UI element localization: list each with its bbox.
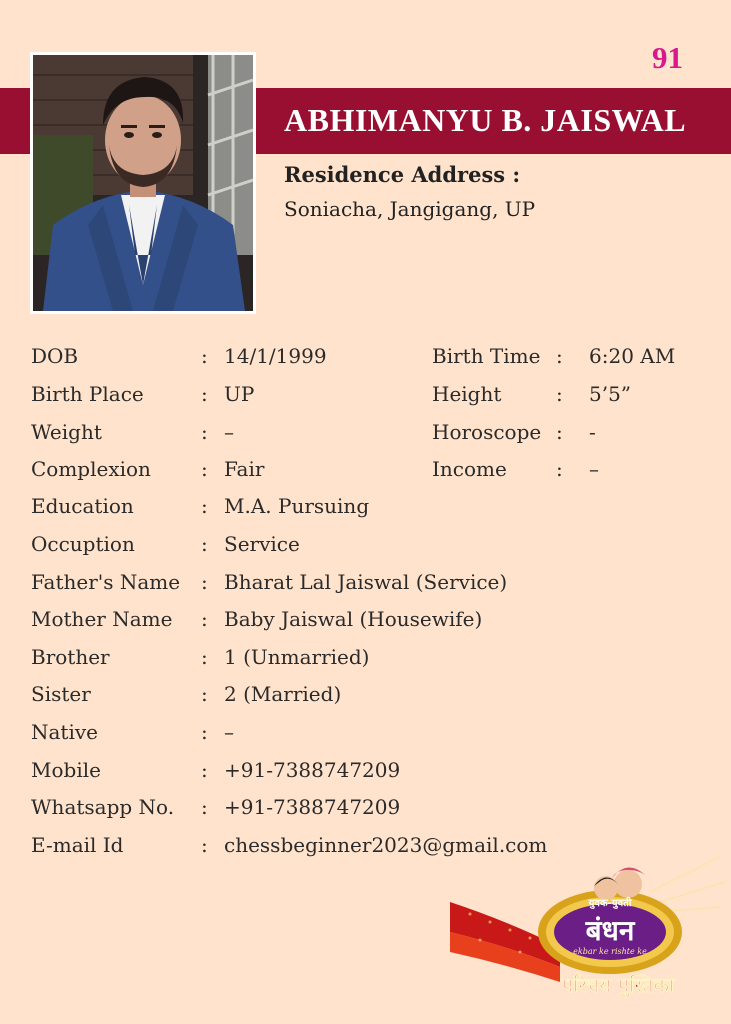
detail-separator: :	[201, 682, 208, 706]
detail-label: Complexion	[31, 457, 151, 481]
detail-value: +91-7388747209	[224, 758, 401, 782]
detail-label: Education	[31, 494, 134, 518]
detail-separator: :	[556, 457, 563, 481]
page-number: 91	[652, 40, 683, 75]
detail-separator: :	[201, 570, 208, 594]
person-photo-icon	[33, 55, 253, 311]
detail-separator: :	[201, 457, 208, 481]
detail-separator: :	[556, 382, 563, 406]
detail-value: UP	[224, 382, 255, 406]
detail-separator: :	[556, 344, 563, 368]
detail-label: Sister	[31, 682, 91, 706]
detail-value: +91-7388747209	[224, 795, 401, 819]
detail-separator: :	[201, 833, 208, 857]
detail-label: Weight	[31, 420, 102, 444]
profile-photo	[30, 52, 256, 314]
detail-separator: :	[201, 607, 208, 631]
detail-value: Fair	[224, 457, 265, 481]
detail-value: 1 (Unmarried)	[224, 645, 370, 669]
detail-separator: :	[201, 420, 208, 444]
detail-separator: :	[201, 758, 208, 782]
detail-separator: :	[201, 645, 208, 669]
logo-bottom-text: परिचय पुस्तिका	[561, 973, 675, 997]
detail-separator: :	[201, 795, 208, 819]
detail-value: Service	[224, 532, 300, 556]
detail-label: Birth Place	[31, 382, 144, 406]
detail-label: Brother	[31, 645, 110, 669]
detail-separator: :	[201, 720, 208, 744]
detail-separator: :	[201, 344, 208, 368]
detail-label: Income	[432, 457, 507, 481]
detail-separator: :	[201, 532, 208, 556]
detail-label: Father's Name	[31, 570, 181, 594]
detail-value: 2 (Married)	[224, 682, 342, 706]
detail-label: E-mail Id	[31, 833, 124, 857]
detail-separator: :	[201, 494, 208, 518]
detail-value: –	[589, 457, 599, 481]
detail-separator: :	[556, 420, 563, 444]
detail-value: 6:20 AM	[589, 344, 676, 368]
detail-label: Mother Name	[31, 607, 173, 631]
detail-label: Whatsapp No.	[31, 795, 175, 819]
detail-label: Birth Time	[432, 344, 541, 368]
detail-label: Height	[432, 382, 502, 406]
detail-label: Horoscope	[432, 420, 542, 444]
profile-name: ABHIMANYU B. JAISWAL	[284, 102, 687, 138]
detail-value: –	[224, 420, 234, 444]
address-value: Soniacha, Jangigang, UP	[284, 197, 536, 221]
logo-tagline: ekbar ke rishte ke	[573, 947, 647, 956]
detail-value: Bharat Lal Jaiswal (Service)	[224, 570, 508, 594]
detail-label: Native	[31, 720, 98, 744]
logo-title: बंधन	[585, 914, 635, 947]
detail-value: Baby Jaiswal (Housewife)	[224, 607, 483, 631]
detail-value: 14/1/1999	[224, 344, 327, 368]
detail-label: DOB	[31, 344, 79, 368]
detail-label: Occuption	[31, 532, 135, 556]
detail-value: chessbeginner2023@gmail.com	[224, 833, 548, 857]
detail-value: -	[589, 420, 596, 444]
bandhan-logo-icon	[450, 852, 730, 1022]
detail-label: Mobile	[31, 758, 101, 782]
detail-value: –	[224, 720, 234, 744]
detail-value: M.A. Pursuing	[224, 494, 370, 518]
logo-top-text: युवक-युवती	[588, 898, 632, 909]
detail-value: 5’5”	[589, 382, 632, 406]
detail-separator: :	[201, 382, 208, 406]
address-label: Residence Address :	[284, 162, 521, 187]
